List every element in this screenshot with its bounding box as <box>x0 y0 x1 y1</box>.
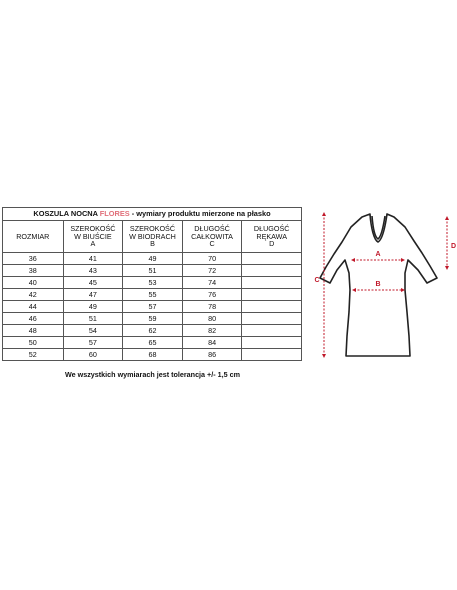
cell-hip: 59 <box>123 313 183 325</box>
cell-size: 48 <box>3 325 64 337</box>
header-line: SZEROKOŚĆ <box>129 224 176 234</box>
header-row <box>3 221 302 253</box>
cell-length: 78 <box>182 301 242 313</box>
measure-b <box>352 288 405 292</box>
cell-hip: 62 <box>123 325 183 337</box>
cell-hip: 57 <box>123 301 183 313</box>
header-line: B <box>150 239 155 249</box>
cell-bust: 51 <box>63 313 123 325</box>
cell-sleeve <box>242 253 302 265</box>
cell-hip: 51 <box>123 265 183 277</box>
header-bust-width <box>63 221 123 253</box>
header-line: DŁUGOŚĆ <box>253 224 290 234</box>
cell-bust: 43 <box>63 265 123 277</box>
cell-size: 44 <box>3 301 64 313</box>
table-row <box>3 313 302 325</box>
cell-bust: 57 <box>63 337 123 349</box>
table-row <box>3 265 302 277</box>
header-line: W BIODRACH <box>129 231 176 241</box>
table-row <box>3 277 302 289</box>
cell-length: 82 <box>182 325 242 337</box>
size-table <box>2 207 302 361</box>
cell-bust: 45 <box>63 277 123 289</box>
cell-bust: 54 <box>63 325 123 337</box>
header-line: D <box>269 239 275 249</box>
cell-size: 50 <box>3 337 64 349</box>
cell-hip: 53 <box>123 277 183 289</box>
cell-length: 76 <box>182 289 242 301</box>
header-line: C <box>209 239 215 249</box>
title-suffix: - wymiary produktu mierzone na płasko <box>129 209 271 219</box>
brand-name: FLORES <box>99 209 130 219</box>
table-title <box>3 208 302 221</box>
header-rozmiar <box>3 221 64 253</box>
cell-sleeve <box>242 337 302 349</box>
header-line: DŁUGOŚĆ <box>194 224 230 234</box>
table-row <box>3 289 302 301</box>
label-c: C <box>314 277 320 284</box>
header-line: W BIUŚCIE <box>74 231 112 241</box>
cell-sleeve <box>242 265 302 277</box>
cell-length: 84 <box>182 337 242 349</box>
table-row <box>3 337 302 349</box>
cell-size: 36 <box>3 253 64 265</box>
cell-hip: 65 <box>123 337 183 349</box>
cell-sleeve <box>242 349 302 361</box>
cell-size: 40 <box>3 277 64 289</box>
measure-a <box>351 258 405 262</box>
cell-bust: 47 <box>63 289 123 301</box>
table-row <box>3 253 302 265</box>
cell-length: 74 <box>182 277 242 289</box>
header-line: A <box>90 239 96 249</box>
label-a: A <box>375 251 381 258</box>
cell-sleeve <box>242 301 302 313</box>
cell-hip: 55 <box>123 289 183 301</box>
header-line: CAŁKOWITA <box>191 231 233 241</box>
cell-size: 42 <box>3 289 64 301</box>
table-row <box>3 301 302 313</box>
cell-length: 80 <box>182 313 242 325</box>
cell-bust: 41 <box>63 253 123 265</box>
header-total-length <box>182 221 242 253</box>
measure-c <box>322 212 326 358</box>
table-title-row <box>3 208 302 221</box>
header-line: SZEROKOŚĆ <box>70 224 116 234</box>
header-hip-width <box>123 221 183 253</box>
label-d: D <box>451 243 457 250</box>
cell-size: 46 <box>3 313 64 325</box>
cell-sleeve <box>242 325 302 337</box>
title-prefix: KOSZULA NOCNA <box>33 209 100 219</box>
header-sleeve-length <box>242 221 302 253</box>
garment-diagram <box>306 196 457 372</box>
header-line: ROZMIAR <box>16 231 50 241</box>
cell-hip: 68 <box>123 349 183 361</box>
cell-bust: 60 <box>63 349 123 361</box>
tolerance-note: We wszystkich wymiarach jest tolerancja +/- 1,5 cm <box>64 370 241 379</box>
cell-length: 70 <box>182 253 242 265</box>
cell-size: 52 <box>3 349 64 361</box>
cell-sleeve <box>242 289 302 301</box>
header-line: RĘKAWA <box>256 231 287 241</box>
cell-length: 86 <box>182 349 242 361</box>
cell-sleeve <box>242 313 302 325</box>
table-row <box>3 349 302 361</box>
cell-length: 72 <box>182 265 242 277</box>
label-b: B <box>375 281 381 288</box>
cell-bust: 49 <box>63 301 123 313</box>
table-row <box>3 325 302 337</box>
cell-size: 38 <box>3 265 64 277</box>
cell-sleeve <box>242 277 302 289</box>
cell-hip: 49 <box>123 253 183 265</box>
